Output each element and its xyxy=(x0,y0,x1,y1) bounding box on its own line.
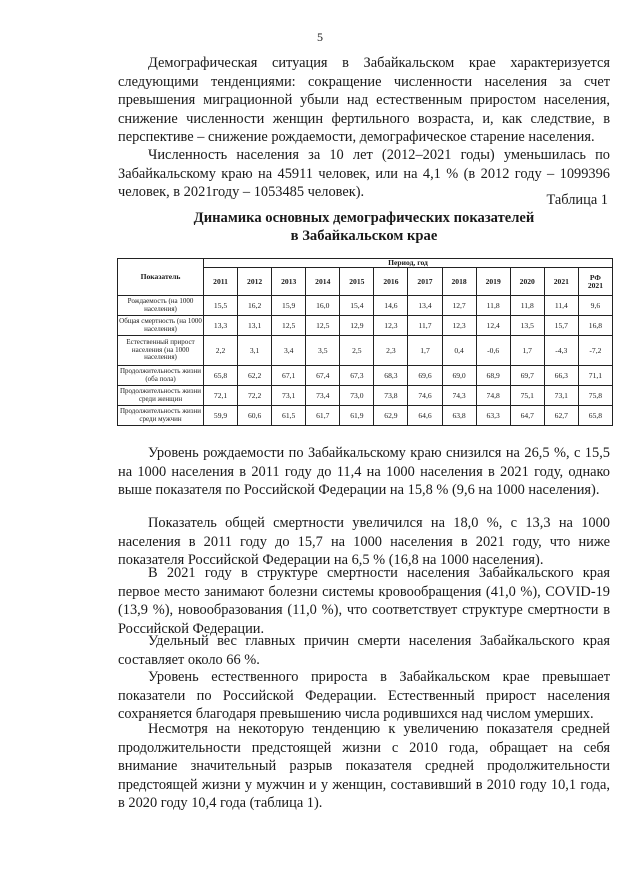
table-cell: -0,6 xyxy=(476,336,510,366)
table-cell: 16,8 xyxy=(578,316,612,336)
page-number: 5 xyxy=(317,30,323,44)
table-cell: 0,4 xyxy=(442,336,476,366)
table-cell: 12,4 xyxy=(476,316,510,336)
table-cell: 3,5 xyxy=(306,336,340,366)
table-label: Таблица 1 xyxy=(546,192,608,208)
table-cell: 16,0 xyxy=(306,296,340,316)
table-cell: 73,1 xyxy=(272,386,306,406)
table-cell: 62,2 xyxy=(238,366,272,386)
header-year: 2020 xyxy=(510,268,544,296)
table-cell: 72,1 xyxy=(204,386,238,406)
table-cell: 14,6 xyxy=(374,296,408,316)
table-cell: 67,3 xyxy=(340,366,374,386)
table-cell: 67,4 xyxy=(306,366,340,386)
header-year: 2012 xyxy=(238,268,272,296)
table-cell: 73,8 xyxy=(374,386,408,406)
row-label: Рождаемость (на 1000 населения) xyxy=(118,296,204,316)
table-cell: 13,5 xyxy=(510,316,544,336)
paragraph-causes-share: Удельный вес главных причин смерти населения Забайкальского края составляет около 66 %. xyxy=(118,633,610,668)
table-cell: 13,4 xyxy=(408,296,442,316)
table-cell: 65,8 xyxy=(204,366,238,386)
row-label: Естественный прирост населения (на 1000 населения) xyxy=(118,336,204,366)
header-year: 2018 xyxy=(442,268,476,296)
table-cell: 15,5 xyxy=(204,296,238,316)
header-rf xyxy=(578,268,612,296)
table-cell: 73,0 xyxy=(340,386,374,406)
table-cell: 68,3 xyxy=(374,366,408,386)
header-year: 2021 xyxy=(544,268,578,296)
row-label: Продолжительность жизни среди мужчин xyxy=(118,406,204,426)
paragraph-birth-rate: Уровень рождаемости по Забайкальскому краю снизился на 26,5 %, с 15,5 на 1000 населения в 2011 году до 11,4 на 1000 населения в 2021 году, однако выше показателя по Российской Федерации на 15,8 % (9,6 на 1000 населения). xyxy=(118,445,610,498)
table-cell: 75,1 xyxy=(510,386,544,406)
table-cell: 73,1 xyxy=(544,386,578,406)
header-rf-label: РФ xyxy=(589,272,601,282)
header-year: 2015 xyxy=(340,268,374,296)
table-cell: 64,7 xyxy=(510,406,544,426)
table-title xyxy=(118,209,610,245)
table-cell: 74,6 xyxy=(408,386,442,406)
row-label: Продолжительность жизни среди женщин xyxy=(118,386,204,406)
header-year: 2016 xyxy=(374,268,408,296)
table-title-line-1: Динамика основных демографических показателей xyxy=(193,210,535,226)
header-year: 2011 xyxy=(204,268,238,296)
table-row xyxy=(118,336,613,366)
table-cell: 11,7 xyxy=(408,316,442,336)
table-cell: 63,8 xyxy=(442,406,476,426)
table-cell: 72,2 xyxy=(238,386,272,406)
table-header-row-period xyxy=(118,259,613,268)
table-cell: 64,6 xyxy=(408,406,442,426)
header-year: 2014 xyxy=(306,268,340,296)
table-cell: 66,3 xyxy=(544,366,578,386)
table-cell: 3,4 xyxy=(272,336,306,366)
table-row xyxy=(118,366,613,386)
table-cell: 63,3 xyxy=(476,406,510,426)
row-label: Общая смертность (на 1000 населения) xyxy=(118,316,204,336)
table-cell: 12,9 xyxy=(340,316,374,336)
table-cell: 12,5 xyxy=(306,316,340,336)
table-cell: 69,6 xyxy=(408,366,442,386)
table-cell: 59,9 xyxy=(204,406,238,426)
table-cell: 61,7 xyxy=(306,406,340,426)
table-cell: 13,1 xyxy=(238,316,272,336)
header-year: 2017 xyxy=(408,268,442,296)
header-year: 2019 xyxy=(476,268,510,296)
table-cell: 1,7 xyxy=(510,336,544,366)
table-cell: 12,5 xyxy=(272,316,306,336)
header-indicator: Показатель xyxy=(118,259,204,296)
table-cell: 12,7 xyxy=(442,296,476,316)
table-cell: 60,6 xyxy=(238,406,272,426)
table-cell: 2,2 xyxy=(204,336,238,366)
table-title-line-2: в Забайкальском крае xyxy=(290,228,438,244)
table-cell: 75,8 xyxy=(578,386,612,406)
table-cell: 2,3 xyxy=(374,336,408,366)
table-cell: 71,1 xyxy=(578,366,612,386)
table-cell: 15,7 xyxy=(544,316,578,336)
table-cell: 12,3 xyxy=(374,316,408,336)
table-row xyxy=(118,316,613,336)
table-cell: 69,0 xyxy=(442,366,476,386)
header-period: Период, год xyxy=(204,259,613,268)
table-cell: 12,3 xyxy=(442,316,476,336)
table-cell: 1,7 xyxy=(408,336,442,366)
table-cell: 3,1 xyxy=(238,336,272,366)
table-row xyxy=(118,406,613,426)
table-cell: 74,3 xyxy=(442,386,476,406)
table-row xyxy=(118,386,613,406)
table-cell: -7,2 xyxy=(578,336,612,366)
table-cell: 74,8 xyxy=(476,386,510,406)
paragraph-life-expectancy: Несмотря на некоторую тенденцию к увеличению показателя средней продолжительности предстоящей жизни с 2010 года, обращает на себя внимание значительный разрыв показателя средней продолжительности предстоящей жизни у мужчин и у женщин, составивший в 2010 году 10,1 года, в 2020 году 10,4 года (таблица 1). xyxy=(118,721,610,811)
table-cell: 73,4 xyxy=(306,386,340,406)
paragraph-mortality-structure: В 2021 году в структуре смертности населения Забайкальского края первое место занимают болезни системы кровообращения (41,0 %), COVID-19 (13,9 %), новообразования (11,0 %), что соответствует структуре смертности в Российской Федерации. xyxy=(118,565,610,637)
row-label: Продолжительность жизни (оба пола) xyxy=(118,366,204,386)
header-year: 2013 xyxy=(272,268,306,296)
table-row xyxy=(118,296,613,316)
table-cell: 62,9 xyxy=(374,406,408,426)
table-cell: 69,7 xyxy=(510,366,544,386)
paragraph-natural-growth: Уровень естественного прироста в Забайкальском крае превышает показатели по Российской Федерации. Естественный прирост населения сохраняется благодаря превышению числа родившихся над числом умерших. xyxy=(118,669,610,722)
table-cell: 15,9 xyxy=(272,296,306,316)
table-cell: 61,9 xyxy=(340,406,374,426)
header-rf-year: 2021 xyxy=(587,280,604,290)
table-cell: 11,8 xyxy=(510,296,544,316)
table-cell: -4,3 xyxy=(544,336,578,366)
table-cell: 62,7 xyxy=(544,406,578,426)
table-cell: 11,8 xyxy=(476,296,510,316)
paragraph-mortality: Показатель общей смертности увеличился на 18,0 %, с 13,3 на 1000 населения в 2011 году до 15,7 на 1000 населения в 2021 году, что ниже показателя Российской Федерации на 6,5 % (16,8 на 1000 населения). xyxy=(118,515,610,568)
table-cell: 11,4 xyxy=(544,296,578,316)
table-cell: 65,8 xyxy=(578,406,612,426)
demographic-table xyxy=(117,258,613,426)
paragraph-intro: Демографическая ситуация в Забайкальском крае характеризуется следующими тенденциями: сокращение численности населения за счет превышения миграционной убыли над естественным приростом населения, снижение численности женщин фертильного возраста, и, как следствие, в перспективе – снижение рождаемости, демографическое старение населения. xyxy=(118,55,610,145)
table-cell: 61,5 xyxy=(272,406,306,426)
table-cell: 16,2 xyxy=(238,296,272,316)
table-cell: 13,3 xyxy=(204,316,238,336)
table-cell: 15,4 xyxy=(340,296,374,316)
table-cell: 2,5 xyxy=(340,336,374,366)
table-cell: 9,6 xyxy=(578,296,612,316)
table-cell: 67,1 xyxy=(272,366,306,386)
paragraph-population: Численность населения за 10 лет (2012–2021 годы) уменьшилась по Забайкальскому краю на 45911 человек, или на 4,1 % (в 2012 году – 1099396 человек, в 2021году – 1053485 человек). xyxy=(118,147,610,200)
table-cell: 68,9 xyxy=(476,366,510,386)
